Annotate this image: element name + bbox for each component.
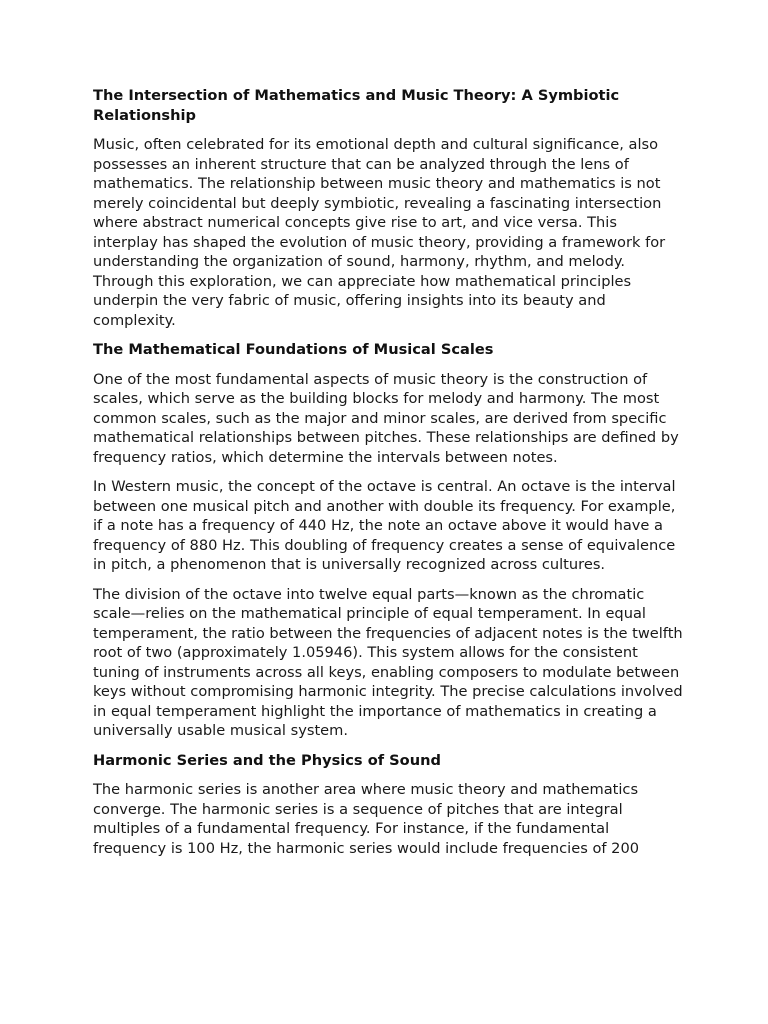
paragraph-harmonic-1: The harmonic series is another area where music theory and mathematics converge. The harmonic series is a sequence of pitches that are integral multiples of a fundamental frequency. For instance, if the fundamental frequency is 100 Hz, the harmonic series would include frequencies of 200 (93, 781, 640, 857)
paragraph-scales-1: One of the most fundamental aspects of music theory is the construction of scales, which serve as the building blocks for melody and harmony. The most common scales, such as the major and minor scales, are derived from specific mathematical relationships between pitches. These relationships are defined by frequency ratios, which determine the intervals between notes. (93, 370, 679, 466)
paragraph-scales-3: The division of the octave into twelve equal parts—known as the chromatic scale—relies on the mathematical principle of equal temperament. In equal temperament, the ratio between the frequencies of adjacent notes is the twelfth root of two (approximately 1.05946). This system allows for the consistent tuning of instruments across all keys, enabling composers to modulate between keys without compromising harmonic integrity. The precise calculations involved in equal temperament highlight the importance of mathematics in creating a universally usable musical system. (93, 585, 683, 739)
document-title: The Intersection of Mathematics and Music Theory: A Symbiotic Relationship (93, 87, 620, 124)
section-heading-scales: The Mathematical Foundations of Musical Scales (93, 341, 494, 358)
paragraph-scales-2: In Western music, the concept of the octave is central. An octave is the interval between one musical pitch and another with double its frequency. For example, if a note has a frequency of 440 Hz, the note an octave above it would have a frequency of 880 Hz. This doubling of frequency creates a sense of equivalence in pitch, a phenomenon that is universally recognized across cultures. (93, 478, 676, 573)
intro-paragraph: Music, often celebrated for its emotional depth and cultural significance, also possesses an inherent structure that can be analyzed through the lens of mathematics. The relationship between music theory and mathematics is not merely coincidental but deeply symbiotic, revealing a fascinating intersection where abstract numerical concepts give rise to art, and vice versa. This interplay has shaped the evolution of music theory, providing a framework for understanding the organization of sound, harmony, rhythm, and melody. Through this exploration, we can appreciate how mathematical principles underpin the very fabric of music, offering insights into its beauty and complexity. (93, 136, 666, 329)
section-heading-harmonic: Harmonic Series and the Physics of Sound (93, 751, 441, 769)
document-page (93, 86, 683, 868)
